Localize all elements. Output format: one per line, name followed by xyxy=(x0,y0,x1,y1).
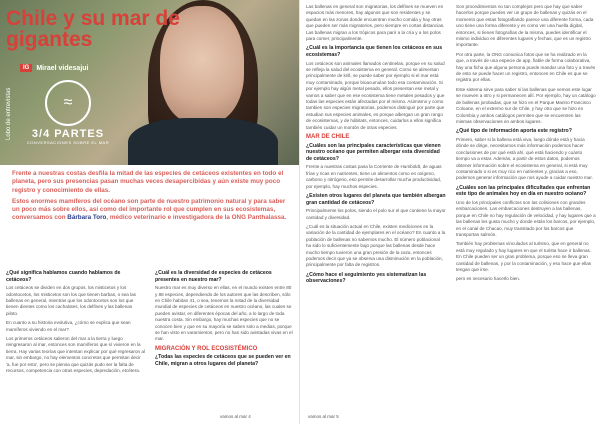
question-heading: ¿Cuál es la importancia que tienen los cetáceos en sus ecosistemas? xyxy=(306,45,443,59)
question-heading: ¿Qué tipo de información aporta este registro? xyxy=(456,128,572,135)
logo-brand: 3/4 PARTES xyxy=(31,128,105,140)
body-paragraph: Los cetáceos se dividen en dos grupos, los misticetos y los odontocetos, los misticetos son los que tienen barbas, o sea las ballenas en general, mientras que los odontocetos son los que tienen dientes como los cachalotes, los delfines y las ballenas piloto. xyxy=(6,285,136,316)
body-paragraph: Uno de los principales conflictos son las colisiones con grandes embarcaciones. Las embarcaciones destruyen a las ballenas, porque en Chile no hay regulación de velocidad, y hay lugares que a las ballenas les gusta mucho y donde están los barcos, por ejemplo, en el canal de Chacao, muy transitado por los barcos que transportan salmón. xyxy=(456,199,596,237)
right-column-2 xyxy=(456,4,596,287)
right-page xyxy=(300,0,600,424)
author-line xyxy=(20,64,88,72)
question-heading: ¿Cuáles son las principales características que vienen nuestro océano que permiten albergar esta diversidad de cetáceos? xyxy=(306,142,441,162)
section-subheading: MAR DE CHILE xyxy=(306,134,350,141)
section-subheading: MIGRACIÓN Y ROL ECOSISTÉMICO xyxy=(155,345,258,352)
body-paragraph: Son procedimientos no tan complejos pero que hay que saber hacerlos porque puedes ver un grupo de ballenas y quizás en el momento que estas fotografiando parece una diferente forma, cada uno tiene una forma diferente y es como ver una huella digital, entonces, si tienes fotografías de la misma, puedes identificar el mismo individuo en diferentes lugares y fechas, que es un registro importante. xyxy=(456,4,594,48)
question-heading: ¿Qué significa hablamos cuando hablamos de cetáceos? xyxy=(6,270,121,283)
left-column-2 xyxy=(155,268,294,377)
question-heading: ¿Cómo hace el seguimiento yes sistematizan las observaciones? xyxy=(306,271,427,285)
portrait-shirt xyxy=(128,118,278,165)
body-paragraph: En cuanto a su historia evolutiva, ¿cómo se explica que sean mamíferos viviendo en el mar? xyxy=(6,320,131,332)
body-paragraph: Los primeros cetáceos salieron del mar a la tierra y luego reingresaron al mar, entonces son mamíferos que sí vivieron en la tierra. Hay varias teorías que intentan explicar por qué regresaron al mar, sin embargo, no hay elementos concretos que permitan decir 'a, fue por esto', pero se piensa que quizás pudo ser la falta de recursos, competencia con otras especies, depredación, etcétera. xyxy=(6,336,145,374)
lead-text: Estos enormes mamíferos del océano son parte de nuestro patrimonio natural y para saber un poco más sobre ellos, así como del importante rol que cumplen en sus ecosistemas, conversamos con xyxy=(12,197,286,222)
section-side-label: Lobo de entrevistas xyxy=(6,87,12,140)
body-paragraph: ¿Cuál es la situación actual en Chile, existen mediciones en la variación de la cantidad de ejemplares en el océano? En cuanto a la población de ballenas no sabemos mucho. El número poblacional ha sido lo suficientemente bajo porque las ballenas desde hace mucho tiempo tuvieron una gran presión de la caza, entonces podemos decir que ya se observa una disminución en la población, principalmente por falta de registros. xyxy=(306,223,446,268)
body-paragraph: Primero, saber si la ballena está viva, luego dónde está y hacia dónde se dirige, necesitamos más información podemos hacer conclusiones de por qué está ahí, qué está haciendo y cuánto tiempo va a estar. Además, a partir de estos datos, podemos obtener información sobre el ecosistema en general, si está muy contaminado o si es muy rico en nutrientes y, gracias a eso, podemos generar información que nos ayude a cuidar nuestro mar. xyxy=(456,136,593,181)
interviewee-name: Bárbara Toro xyxy=(67,214,107,222)
question-heading: ¿Existen otros lugares del planeta que también albergan gran cantidad de cetáceos? xyxy=(306,192,446,206)
lead-paragraphs xyxy=(12,170,292,226)
question-heading: ¿Cuáles son las principales dificultades que enfrentan este tipo de animales hoy en día en nuestro océano? xyxy=(456,184,591,198)
author-name: Mirael videsajui xyxy=(36,64,89,72)
article-title: Chile y su mar de gigantes xyxy=(6,7,180,51)
body-paragraph: También hay problemas vinculados al turismo, que en general no está muy regulado y hay lugares en que el turista hace ir ballenas. En Chile pueden ser un gran problema, porque eso se lleva gran cantidad de ballenas, y por la contaminación, y eso hace que ellas tengan que irse. xyxy=(456,241,592,272)
logo-tagline: CONVERSACIONES SOBRE EL MAR xyxy=(26,140,110,145)
right-columns xyxy=(306,4,596,287)
author-badge: IG xyxy=(20,64,32,72)
body-paragraph: Frente a nuestras costas pasa la Corriente de Humboldt, de aguas frías y ricas en nutrientes, tiene un alimentos como en oxígeno, carbono y nitrógeno, eso permite desarrollar mucha productividad, por ejemplo, hay muchos especies. xyxy=(306,164,442,189)
body-paragraph: Por otra parte, la ONG comunica fotos que se ha realizado en la que, a través de una especie de app, fiable de forma colaborativa, hay una ficha que alguna persona puede mandar una foto y a través de esto se puede hacer un registro, entonces en Chile es que se registra por ellas. xyxy=(456,51,596,83)
lead-paragraph-1: Frente a nuestras costas desfila la mitad de las especies de cetáceos existentes en todo el planeta, pero sus presencias pasan muchas veces desapercibidas y aún existe muy poco registro y conocimiento de ellas. xyxy=(12,170,284,194)
wave-icon: ≈ xyxy=(45,80,91,126)
body-paragraph: Este sistema sirve para saber si las ballenas que vemos este lugar se mueven a otro y si permanecen allí. Por ejemplo, hay un catálogo de ballenas jorobadas, que se hizo en el Parque Marino Francisco Coloane, en el extremo sur de Chile, y hay otro que se hizo en Colombia y ambos catálogos permiten que se encuentren las mismas observaciones en ambos lugares. xyxy=(456,86,596,124)
partes-logo xyxy=(22,80,114,152)
question-heading: ¿Cuál es la diversidad de especies de cetáceos presentes en nuestro mar? xyxy=(155,270,272,283)
left-page-footer: vamos al mar 4 xyxy=(220,414,251,419)
body-paragraph: Los cetáceos son animales llamados centinelas, porque en su salud se refleja la salud del ecosistema en general. Como se alimentan principalmente de krill, se puede saber por ejemplo si el mar está muy contaminado, porque bioacumulan todo esa contaminación. Si por ejemplo hay algún metal pesado, ellos presentan ese metal y vamos a saber que en ese ecosistema tiene metales pesados y que todas las especies están afectadas por el mismo. Asimismo y como tambien son especies migratorias, podemos distinguir por parte que estudian sus especies animales, es porque albergan un gran rango de ecosistemas, y de hábitats, entonces, cuidarlos a ellos significa también cuidar un montón de otras especies. xyxy=(306,60,445,130)
lead-text-end: , médico veterinario e investigadora de la ONG Panthalassa. xyxy=(106,214,287,222)
body-paragraph: Las ballenas en general son migratorias, los delfines se mueven en espacios más menores, hay algunos que son residentes y se quedan en las zonas donde encuentran mucho comida y hay otras que pueden ser más migratorios, pero siempre en cortas distancias. Las ballenas migran a los trópicos para parir a la cría y a los polos para comer, principalmente. xyxy=(306,4,445,42)
left-columns xyxy=(6,268,294,377)
left-column-1 xyxy=(6,268,145,377)
right-column-1 xyxy=(306,4,446,287)
right-page-footer: vamos al mar 5 xyxy=(308,414,339,419)
body-paragraph: pero es necesario hacerlo bien. xyxy=(456,276,521,282)
body-paragraph: Principalmente los polos, siendo el polo sur el que contiene la mayor cantidad y diversidad. xyxy=(306,208,446,220)
body-paragraph: Nuestro mar es muy diverso en ellas, en el mundo existen entre 80 y 88 especies, dependiendo de los autores que las describen, sólo en Chile habitan 41, o sea, tenemos la mitad de la diversidad mundial de especies de cetáceos en nuestro océano, las cuales se pueden avistar, en diferentes épocas del año, a lo largo de toda nuestra costa. Sin embargo, hay muchas especies que no se conocen bien y que en su mayoría se saben solo a medias, porque se han visto en varamientos, pero no han sido avistadas vivas en el mar. xyxy=(155,285,293,342)
question-heading: ¿Todas las especies de cetáceos que se pueden ver en Chile, migran a otros lugares del planeta? xyxy=(155,354,291,367)
lead-paragraph-2 xyxy=(12,198,292,223)
